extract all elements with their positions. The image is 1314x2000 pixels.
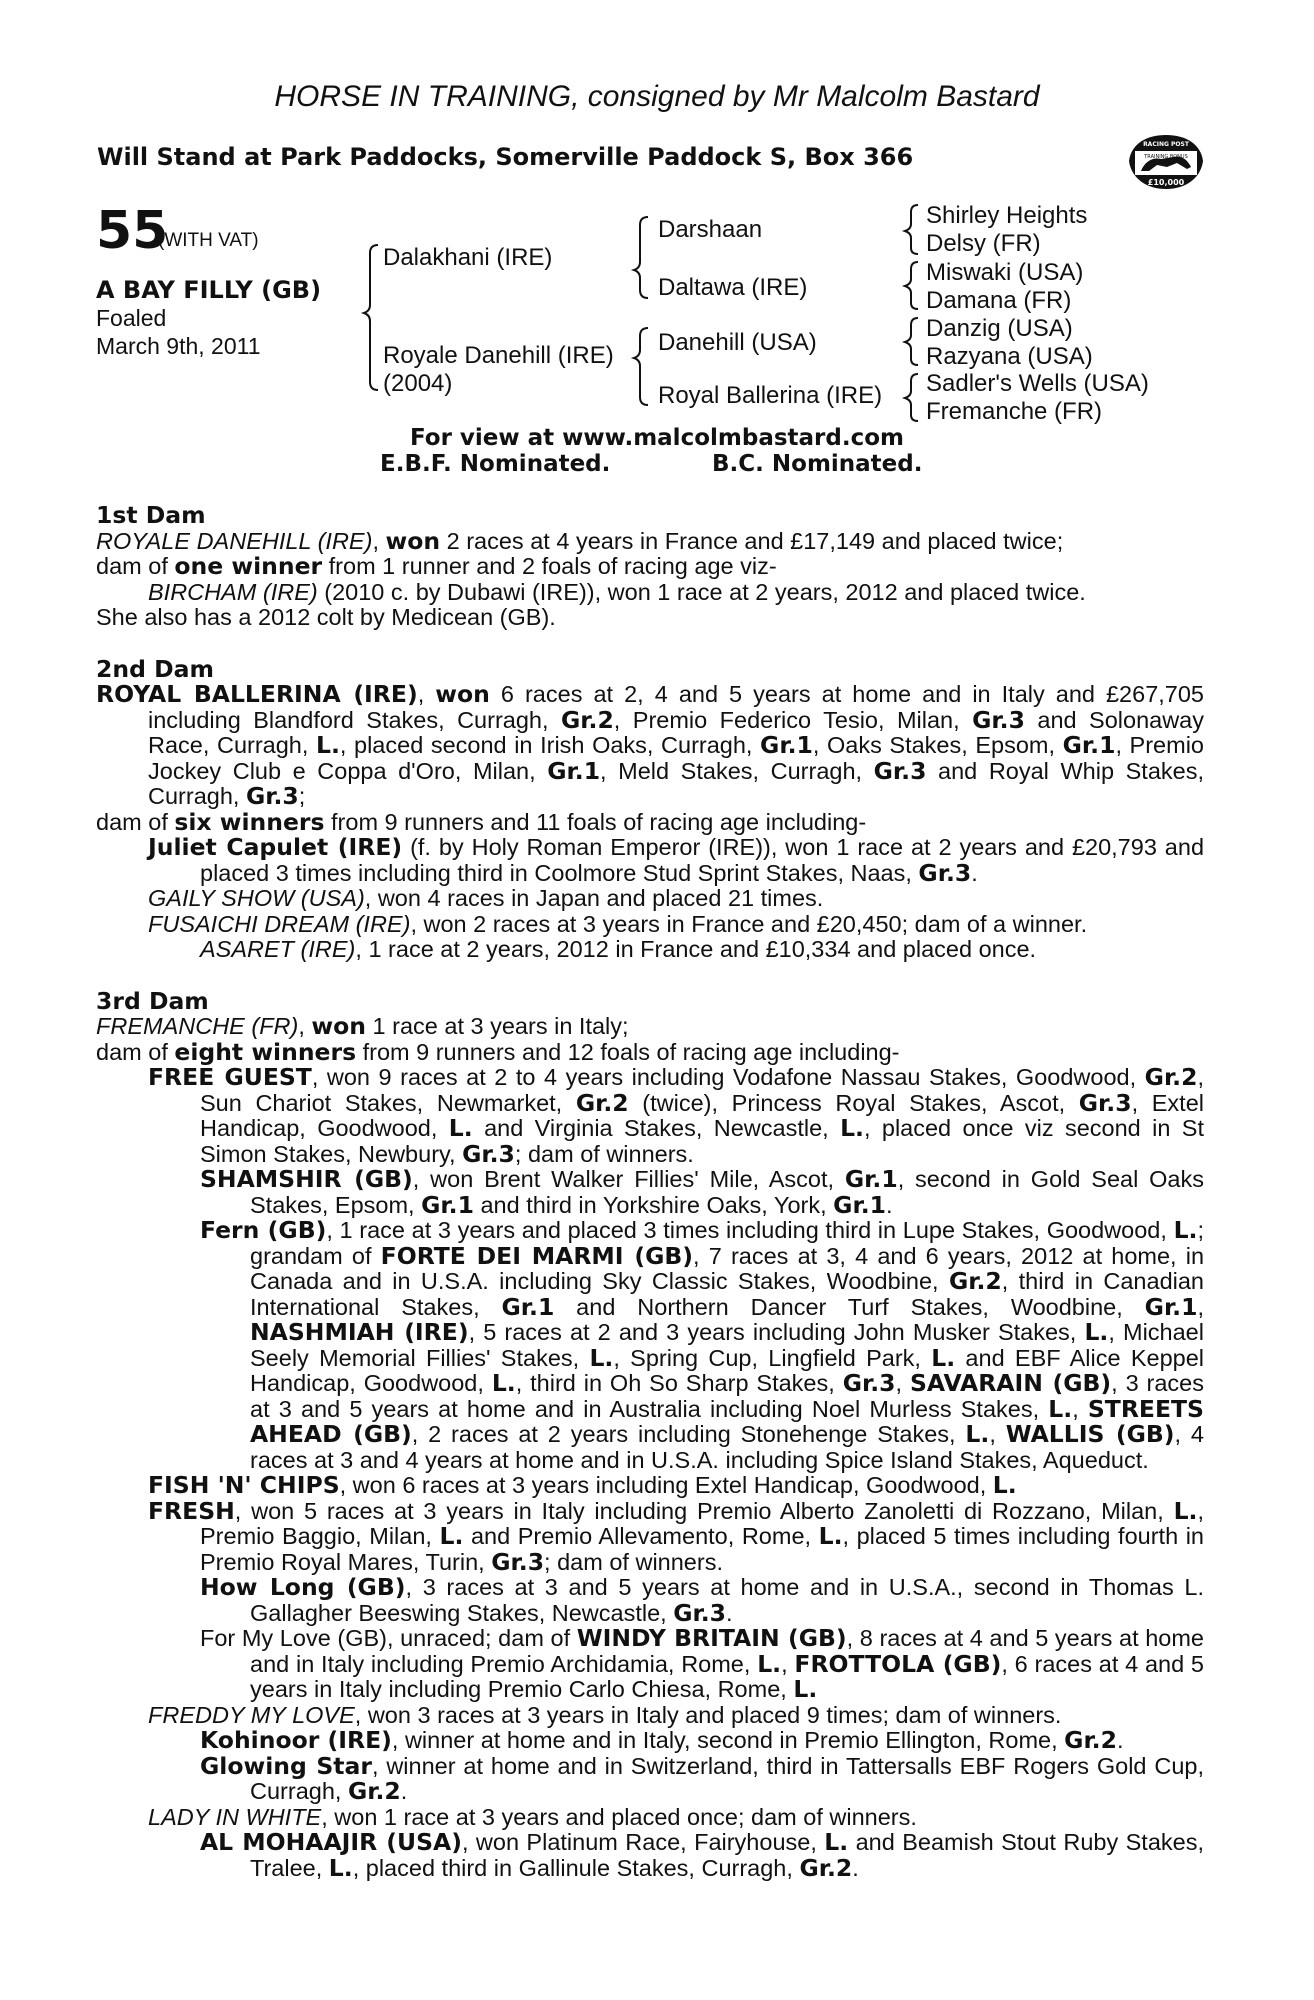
- second-dam-foal-gaily: GAILY SHOW (USA), won 4 races in Japan and placed 21 times.: [148, 885, 824, 911]
- pedigree-sire-dam: Daltawa (IRE): [658, 274, 808, 301]
- for-my-love-entry: For My Love (GB), unraced; dam of WINDY BRITAIN (GB), 8 races at 4 and 5 years at home and in Italy including Premio Archidamia, Rome, L., FROTTOLA (GB), 6 races at 4 and 5 years in Italy including Premio Carlo Chiesa, Rome, L.: [200, 1624, 1205, 1703]
- second-dam-grandfoal-asaret: ASARET (IRE), 1 race at 2 years, 2012 in France and £10,334 and placed once.: [200, 936, 1037, 962]
- second-dam-heading: 2nd Dam: [96, 654, 214, 683]
- third-dam-produce: dam of eight winners from 9 runners and 12 foals of racing age including-: [96, 1037, 900, 1066]
- foaled-label: Foaled: [96, 305, 167, 331]
- logo-amount-text: £10,000: [1147, 178, 1185, 187]
- pedigree-dam-sire: Danehill (USA): [658, 329, 817, 356]
- third-dam-line: FREMANCHE (FR), won 1 race at 3 years in Italy;: [96, 1012, 629, 1040]
- pedigree-notes: [96, 503, 1204, 1881]
- first-dam-line: ROYALE DANEHILL (IRE), won 2 races at 4 years in France and £17,149 and placed twice;: [96, 526, 1064, 555]
- first-dam-other-foal: She also has a 2012 colt by Medicean (GB).: [96, 604, 556, 630]
- lot-number: 55: [96, 201, 169, 261]
- pedigree-g3-5: Danzig (USA): [926, 315, 1073, 342]
- fish-n-chips-entry: FISH 'N' CHIPS, won 6 races at 3 years including Extel Handicap, Goodwood, L.: [148, 1471, 1017, 1499]
- glowing-star-entry: Glowing Star, winner at home and in Switzerland, third in Tattersalls EBF Rogers Gold Cup, Curragh, Gr.2.: [200, 1751, 1204, 1805]
- pedigree-g3-6: Razyana (USA): [926, 343, 1093, 370]
- second-dam-record: ROYAL BALLERINA (IRE), won 6 races at 2, 4 and 5 years at home and in Italy and £267,705 including Blandford Stakes, Curragh, Gr.2, Premio Federico Tesio, Milan, Gr.3 and Solonaway Race, Curragh, L., placed second in Irish Oaks, Curragh, Gr.1, Oaks Stakes, Epsom, Gr.1, Premio Jockey Club e Coppa d'Oro, Milan, Gr.1, Meld Stakes, Curragh, Gr.3 and Royal Whip Stakes, Curragh, Gr.3;: [96, 680, 1205, 810]
- stand-location: Will Stand at Park Paddocks, Somerville Paddock S, Box 366: [97, 143, 914, 171]
- pedigree-sire-sire: Darshaan: [658, 216, 763, 243]
- shamshir-entry: SHAMSHIR (GB), won Brent Walker Fillies' Mile, Ascot, Gr.1, second in Gold Seal Oaks Stakes, Epsom, Gr.1 and third in Yorkshire Oaks, York, Gr.1.: [200, 1165, 1205, 1219]
- second-dam-foal-juliet: Juliet Capulet (IRE) (f. by Holy Roman Emperor (IRE)), won 1 race at 2 years and £20,793 and placed 3 times including third in Coolmore Stud Sprint Stakes, Naas, Gr.3.: [148, 833, 1205, 887]
- pedigree-dam: Royale Danehill (IRE): [383, 342, 614, 369]
- pedigree-g3-8: Fremanche (FR): [926, 398, 1103, 425]
- catalogue-title: HORSE IN TRAINING, consigned by Mr Malcolm Bastard: [274, 80, 1040, 113]
- pedigree-dam-dam: Royal Ballerina (IRE): [658, 382, 883, 409]
- second-dam-foal-fusaichi: FUSAICHI DREAM (IRE), won 2 races at 3 years in France and £20,450; dam of a winner.: [148, 910, 1088, 937]
- pedigree-dam-year: (2004): [383, 370, 453, 397]
- pedigree-sire: Dalakhani (IRE): [383, 244, 553, 271]
- vat-note: (WITH VAT): [158, 230, 259, 251]
- how-long-entry: How Long (GB), 3 races at 3 and 5 years at home and in U.S.A., second in Thomas L. Gallagher Beeswing Stakes, Newcastle, Gr.3.: [200, 1573, 1204, 1627]
- first-dam-heading: 1st Dam: [96, 501, 206, 529]
- pedigree-g3-2: Delsy (FR): [926, 230, 1041, 257]
- free-guest-entry: FREE GUEST, won 9 races at 2 to 4 years including Vodafone Nassau Stakes, Goodwood, Gr.2, Sun Chariot Stakes, Newmarket, Gr.2 (twice), Princess Royal Stakes, Ascot, Gr.3, Extel Handicap, Goodwood, L. and Virginia Stakes, Newcastle, L., placed once viz second in St Simon Stakes, Newbury, Gr.3; dam of winners.: [148, 1063, 1204, 1168]
- al-mohaajir-entry: AL MOHAAJIR (USA), won Platinum Race, Fairyhouse, L. and Beamish Stout Ruby Stakes, Tralee, L., placed third in Gallinule Stakes, Curragh, Gr.2.: [200, 1828, 1205, 1882]
- lady-in-white-entry: LADY IN WHITE, won 1 race at 3 years and placed once; dam of winners.: [148, 1803, 917, 1830]
- logo-mid-text: TRAINING BONUS: [1144, 154, 1188, 160]
- second-dam-produce: dam of six winners from 9 runners and 11 foals of racing age including-: [96, 807, 867, 836]
- pedigree-g3-4: Damana (FR): [926, 287, 1072, 314]
- first-dam-produce: dam of one winner from 1 runner and 2 foals of racing age viz-: [96, 552, 777, 580]
- fern-entry: Fern (GB), 1 race at 3 years and placed 3 times including third in Lupe Stakes, Goodwood, L.; grandam of FORTE DEI MARMI (GB), 7 races at 3, 4 and 6 years, 2012 at home, in Canada and in U.S.A. including Sky Classic Stakes, Woodbine, Gr.2, third in Canadian International Stakes, Gr.1 and Northern Dancer Turf Stakes, Woodbine, Gr.1, NASHMIAH (IRE), 5 races at 2 and 3 years including John Musker Stakes, L., Michael Seely Memorial Fillies' Stakes, L., Spring Cup, Lingfield Park, L. and EBF Alice Keppel Handicap, Goodwood, L., third in Oh So Sharp Stakes, Gr.3, SAVARAIN (GB), 3 races at 3 and 5 years at home and in Australia including Noel Murless Stakes, L., STREETS AHEAD (GB), 2 races at 2 years including Stonehenge Stakes, L., WALLIS (GB), 4 races at 3 and 4 years at home and in U.S.A. including Spice Island Stakes, Aqueduct.: [200, 1216, 1205, 1473]
- fresh-entry: FRESH, won 5 races at 3 years in Italy including Premio Alberto Zanoletti di Rozzano, Milan, L., Premio Baggio, Milan, L. and Premio Allevamento, Rome, L., placed 5 times including fourth in Premio Royal Mares, Turin, Gr.3; dam of winners.: [148, 1496, 1204, 1576]
- logo-top-text: RACING POST: [1143, 141, 1189, 148]
- pedigree-g3-7: Sadler's Wells (USA): [926, 370, 1149, 397]
- ebf-nominated: E.B.F. Nominated.: [380, 451, 611, 477]
- bc-nominated: B.C. Nominated.: [712, 451, 923, 477]
- freddy-my-love-entry: FREDDY MY LOVE, won 3 races at 3 years in Italy and placed 9 times; dam of winners.: [148, 1701, 1062, 1728]
- pedigree-g3-3: Miswaki (USA): [926, 259, 1084, 286]
- first-dam-foal: BIRCHAM (IRE) (2010 c. by Dubawi (IRE)), won 1 race at 2 years, 2012 and placed twice.: [148, 578, 1086, 605]
- third-dam-heading: 3rd Dam: [96, 986, 209, 1015]
- horse-sex-colour: A BAY FILLY (GB): [96, 276, 322, 304]
- kohinoor-entry: Kohinoor (IRE), winner at home and in Italy, second in Premio Ellington, Rome, Gr.2.: [200, 1726, 1124, 1754]
- pedigree-g3-1: Shirley Heights: [926, 202, 1088, 229]
- view-website-note: For view at www.malcolmbastard.com: [410, 425, 904, 451]
- foaled-date: March 9th, 2011: [96, 333, 261, 359]
